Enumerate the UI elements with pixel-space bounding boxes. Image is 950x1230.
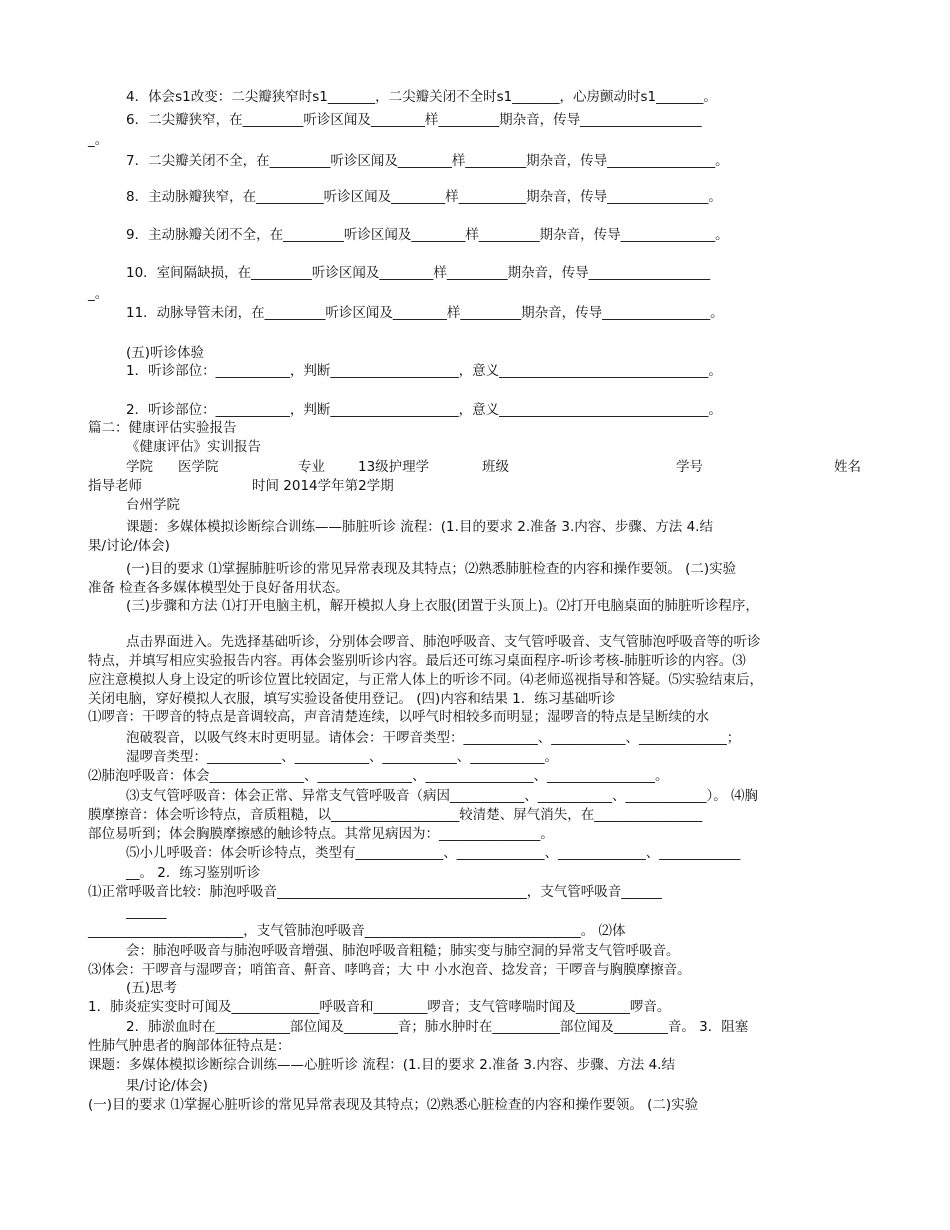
text-line: (一)目的要求 ⑴掌握肺脏听诊的常见异常表现及其特点；⑵熟悉肺脏检查的内容和操作要领。 (二)实验 xyxy=(126,561,737,577)
text-line: 泡破裂音，以吸气终末时更明显。请体会：干啰音类型：___________、___________、_____________； xyxy=(126,730,741,746)
text-line: 部位易听到；体会胸膜摩擦感的触诊特点。其常见病因为：_______________。 xyxy=(88,826,554,842)
text-line: 点击界面进入。先选择基础听诊，分别体会啰音、肺泡呼吸音、支气管呼吸音、支气管肺泡呼吸音等的听诊 xyxy=(126,634,761,650)
text-line: ______ xyxy=(126,904,167,920)
text-line: 课题：多媒体模拟诊断综合训练——心脏听诊 流程：(1.目的要求 2.准备 3.内容、步骤、方法 4.结 xyxy=(88,1057,675,1073)
section-heading: 1．肺炎症实变时可闻及_____________呼吸音和________啰音；支气管哮喘时闻及________啰音。 xyxy=(88,999,671,1015)
institution: 台州学院 xyxy=(126,497,180,513)
text-line: _______________________，支气管肺泡呼吸音________________________________。 ⑵体 xyxy=(88,923,626,939)
header-label-class: 班级 xyxy=(482,459,509,475)
text-line: 2．肺淤血时在___________部位闻及________音；肺水肿时在__________部位闻及________音。 3．阻塞 xyxy=(126,1019,749,1035)
text-line: 关闭电脑，穿好模拟人衣服，填写实验设备使用登记。 (四)内容和结果 1．练习基础听诊 xyxy=(88,691,616,707)
text-line: 特点，并填写相应实验报告内容。再体会鉴别听诊内容。最后还可练习桌面程序-听诊考核-肺脏听诊的内容。⑶ xyxy=(88,653,746,669)
text-line: 2．听诊部位：___________，判断___________________，意义_______________________________。 xyxy=(126,402,722,418)
text-line: 7．二尖瓣关闭不全，在_________听诊区闻及________样_________期杂音，传导________________。 xyxy=(126,153,729,169)
text-line: 准备 检查各多媒体模型处于良好备用状态。 xyxy=(88,580,349,596)
document-title: 篇二：健康评估实验报告 xyxy=(88,420,237,436)
text-line: 1．听诊部位：___________，判断___________________，意义_______________________________。 xyxy=(126,363,722,379)
text-line: ⑴啰音：干啰音的特点是音调较高，声音清楚连续，以呼气时相较多而明显；湿啰音的特点是呈断续的水 xyxy=(88,709,709,725)
text-line: ⑶支气管呼吸音：体会正常、异常支气管呼吸音（病因___________、___________、____________）。 ⑷胸 xyxy=(126,788,759,804)
header-label-college: 学院 xyxy=(126,459,153,475)
header-label-instructor: 指导老师 xyxy=(88,478,142,494)
text-line: 课题：多媒体模拟诊断综合训练——肺脏听诊 流程：(1.目的要求 2.准备 3.内容、步骤、方法 4.结 xyxy=(126,519,713,535)
text-line: 膜摩擦音：体会听诊特点，音质粗糙，以___________________较清楚、屏气消失，在________________ xyxy=(88,807,703,823)
report-title: 《健康评估》实训报告 xyxy=(126,439,261,455)
text-line: (一)目的要求 ⑴掌握心脏听诊的常见异常表现及其特点；⑵熟悉心脏检查的内容和操作要领。 (二)实验 xyxy=(88,1097,699,1113)
text-line: (三)步骤和方法 ⑴打开电脑主机，解开模拟人身上衣服(团置于头顶上)。⑵打开电脑桌面的肺脏听诊程序， xyxy=(126,598,759,614)
text-line: ⑵肺泡呼吸音：体会______________、______________、________________、________________。 xyxy=(88,768,669,784)
text-line: _。 xyxy=(88,286,109,302)
header-label-student-id: 学号 xyxy=(676,459,703,475)
text-line: 4．体会s1改变：二尖瓣狭窄时s1_______，二尖瓣关闭不全时s1_______，心房颤动时s1_______。 xyxy=(126,89,717,105)
header-value-college: 医学院 xyxy=(178,459,219,475)
text-line: 6．二尖瓣狭窄，在_________听诊区闻及________样_________期杂音，传导__________________ xyxy=(126,112,702,128)
text-line: ⑶体会：干啰音与湿啰音；哨笛音、鼾音、哮鸣音；大 中 小水泡音、捻发音；干啰音与胸膜摩擦音。 xyxy=(88,962,691,978)
text-line: 湿啰音类型：___________、___________、___________、___________。 xyxy=(126,749,558,765)
text-line: 9．主动脉瓣关闭不全，在_________听诊区闻及________样_________期杂音，传导______________。 xyxy=(126,227,729,243)
text-line: _。 xyxy=(88,132,109,148)
header-value-major: 13级护理学 xyxy=(358,459,430,475)
section-heading: (五)听诊体验 xyxy=(126,345,205,361)
header-time: 时间 2014学年第2学期 xyxy=(252,478,394,494)
text-line: ⑸小儿呼吸音：体会听诊特点，类型有_____________、_____________、_____________、____________ xyxy=(126,845,741,861)
text-line: 会：肺泡呼吸音与肺泡呼吸音增强、肺泡呼吸音粗糙；肺实变与肺空洞的异常支气管呼吸音。 xyxy=(126,943,680,959)
header-label-name: 姓名 xyxy=(834,459,861,475)
text-line: 11．动脉导管未闭，在_________听诊区闻及________样_________期杂音，传导________________。 xyxy=(126,305,724,321)
header-label-major: 专业 xyxy=(298,459,325,475)
text-line: __。 2．练习鉴别听诊 xyxy=(126,865,261,881)
text-line: 应注意模拟人身上设定的听诊位置比较固定，与正常人体上的听诊不同。⑷老师巡视指导和答疑。⑸实验结束后， xyxy=(88,672,763,688)
text-line: ⑴正常呼吸音比较：肺泡呼吸音_____________________________________，支气管呼吸音______ xyxy=(88,884,662,900)
text-line: 果/讨论/体会) xyxy=(126,1078,208,1094)
text-line: (五)思考 xyxy=(126,980,178,996)
text-line: 果/讨论/体会) xyxy=(88,538,170,554)
text-line: 10．室间隔缺损，在_________听诊区闻及________样_________期杂音，传导__________________ xyxy=(126,265,711,281)
text-line: 8．主动脉瓣狭窄，在__________听诊区闻及________样__________期杂音，传导_______________。 xyxy=(126,189,722,205)
text-line: 性肺气肿患者的胸部体征特点是： xyxy=(88,1038,291,1054)
